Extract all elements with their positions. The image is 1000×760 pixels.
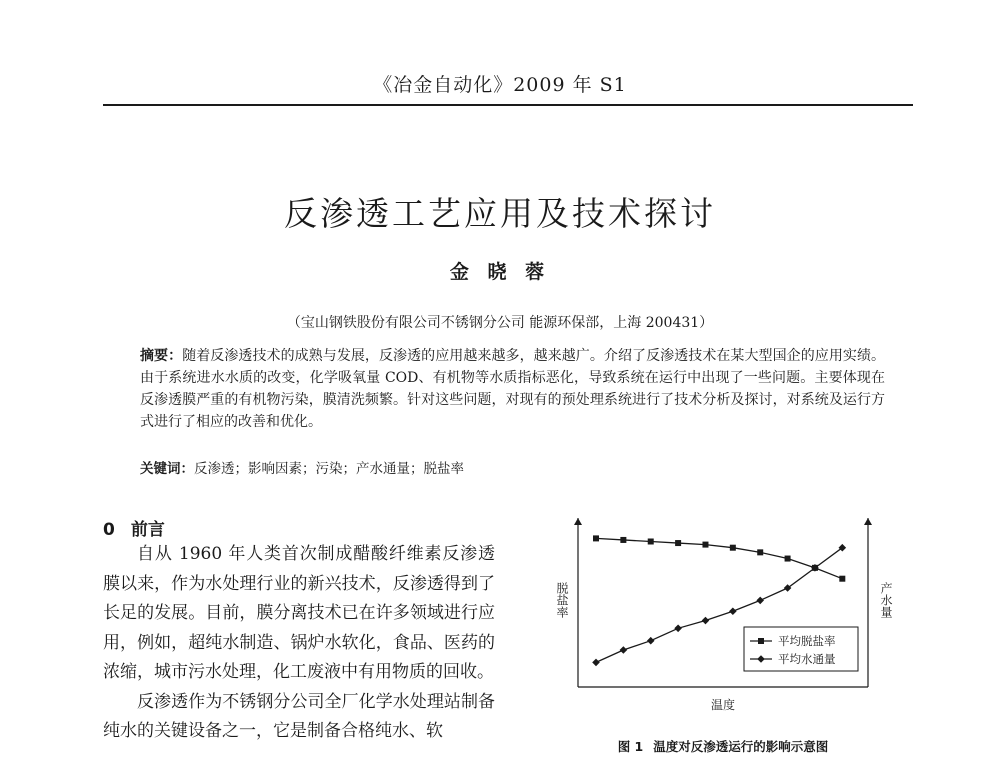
data-point-2-2 (620, 646, 628, 654)
figure-1 (548, 512, 898, 742)
data-point-1-1 (593, 535, 599, 541)
abstract (140, 345, 885, 433)
data-point-1-8 (785, 556, 791, 562)
y-axis-left-label: 脱盐率 (555, 582, 569, 618)
page-title: 反渗透工艺应用及技术探讨 (284, 194, 716, 233)
y-axis-right-arrow (864, 518, 872, 525)
data-point-2-5 (702, 617, 710, 625)
data-point-1-5 (702, 542, 708, 548)
journal-header: 《冶金自动化》2009 年 S1 (373, 74, 627, 96)
header-rule (103, 104, 913, 106)
x-axis-label: 温度 (710, 698, 736, 712)
chart (548, 512, 898, 742)
figure-caption-text: 温度对反渗透运行的影响示意图 (653, 739, 829, 754)
legend-label-1: 平均脱盐率 (778, 634, 836, 648)
section-title: 前言 (130, 520, 165, 540)
affiliation: （宝山钢铁股份有限公司不锈钢分公司 能源环保部，上海 200431） (286, 315, 714, 331)
figure-number: 图 1 (617, 739, 644, 754)
data-point-2-3 (647, 637, 655, 645)
abstract-label: 摘要： (140, 348, 183, 364)
abstract-text: 随着反渗透技术的成熟与发展，反渗透的应用越来越多，越来越广。介绍了反渗透技术在某大型国企的应用实绩。由于系统进水水质的改变，化学吸氧量 COD、有机物等水质指标恶化，导致系统在运行中出现了一些问题。主要体现在反渗透膜严重的有机物污染，膜清洗频繁。针对这些问题，对现有的预处理系统进行了技术分析及探讨，对系统及运行方式进行了相应的改善和优化。 (140, 348, 886, 430)
data-point-2-1 (592, 659, 600, 667)
data-point-1-7 (757, 549, 763, 555)
data-point-2-7 (756, 597, 764, 605)
keywords (140, 457, 885, 477)
section-number: 0 (103, 520, 115, 540)
data-point-1-2 (620, 537, 626, 543)
y-axis-left-arrow (574, 518, 582, 525)
legend-label-2: 平均水通量 (778, 652, 836, 666)
paragraph: 反渗透作为不锈钢分公司全厂化学水处理站制备纯水的关键设备之一，它是制备合格纯水、软 (103, 691, 495, 741)
author: 金 晓 蓉 (449, 261, 551, 283)
keywords-label: 关键词： (140, 461, 194, 477)
y-axis-right-label: 产水量 (879, 582, 893, 618)
data-point-1-3 (648, 539, 654, 545)
legend-marker-1 (758, 638, 764, 644)
body-text (103, 540, 495, 747)
series-line-1 (596, 538, 842, 578)
data-point-2-6 (729, 607, 737, 615)
data-point-1-10 (839, 576, 845, 582)
data-point-1-4 (675, 540, 681, 546)
data-point-2-4 (674, 625, 682, 633)
keywords-text: 反渗透；影响因素；污染；产水通量；脱盐率 (194, 461, 464, 477)
paragraph: 自从 1960 年人类首次制成醋酸纤维素反渗透膜以来，作为水处理行业的新兴技术，反渗透得到了长足的发展。目前，膜分离技术已在许多领域进行应用，例如，超纯水制造、锅炉水软化，食品、医药的浓缩，城市污水处理，化工废液中有用物质的回收。 (103, 544, 495, 682)
section-heading (103, 515, 165, 540)
figure-caption (548, 737, 898, 755)
data-point-1-6 (730, 545, 736, 551)
